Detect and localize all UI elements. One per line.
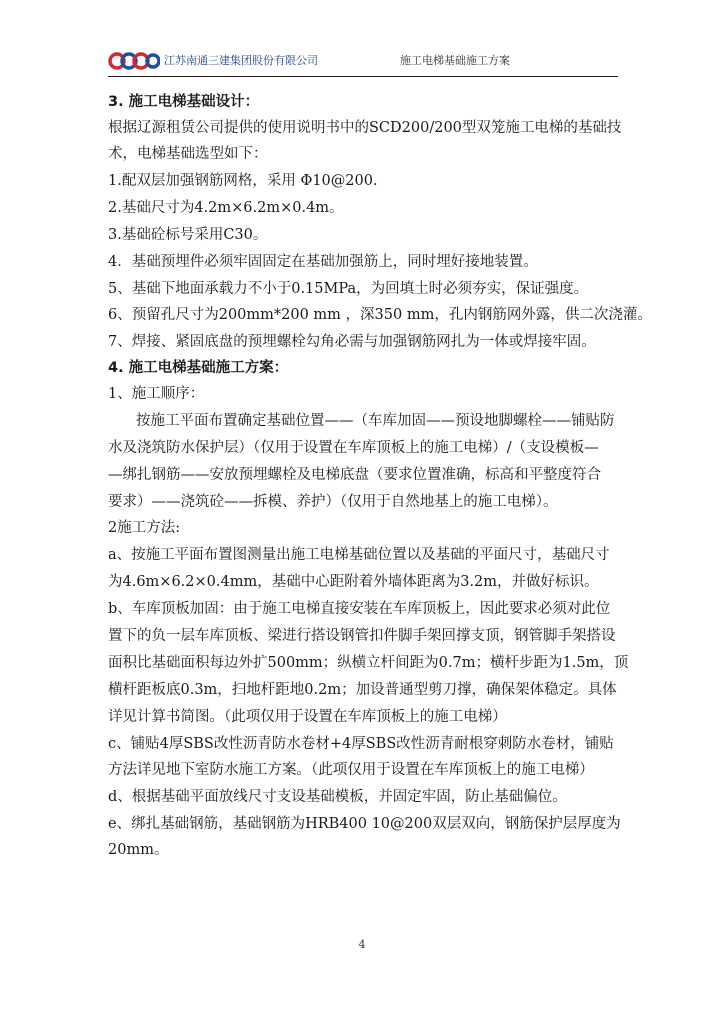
company-name: 江苏南通三建集团股份有限公司	[164, 54, 318, 67]
list-item: 6、预留孔尺寸为200mm*200 mm ，深350 mm，孔内钢筋网外露，供二次浇灌。	[108, 307, 652, 323]
paragraph-line: 面积比基础面积每边外扩500mm；纵横立杆间距为0.7m；横杆步距为1.5m，顶	[108, 655, 629, 671]
section-heading: 4. 施工电梯基础施工方案：	[108, 360, 289, 376]
page-number: 4	[358, 938, 366, 951]
list-item: 3.基础砼标号采用C30。	[108, 227, 268, 243]
paragraph-line: 为4.6m×6.2×0.4mm，基础中心距附着外墙体距离为3.2m，并做好标识。	[108, 574, 599, 590]
paragraph-line: d、根据基础平面放线尺寸支设基础模板，并固定牢固，防止基础偏位。	[108, 789, 567, 805]
paragraph-line: 术，电梯基础选型如下：	[108, 146, 268, 162]
paragraph-line: 详见计算书简图。（此项仅用于设置在车库顶板上的施工电梯）	[108, 709, 507, 725]
paragraph-line: 要求）——浇筑砼——拆模、养护）（仅用于自然地基上的施工电梯）。	[108, 494, 558, 510]
list-item: 7、焊接、紧固底盘的预埋螺栓勾角必需与加强钢筋网扎为一体或焊接牢固。	[108, 334, 596, 350]
paragraph-line: c、铺贴4厚SBS改性沥青防水卷材+4厚SBS改性沥青耐根穿刺防水卷材，铺贴	[108, 736, 614, 752]
paragraph-line: 根据辽源租赁公司提供的使用说明书中的SCD200/200型双笼施工电梯的基础技	[108, 120, 622, 136]
paragraph-line: 按施工平面布置确定基础位置——（车库加固——预设地脚螺栓——铺贴防	[136, 413, 615, 429]
paragraph-line: 置下的负一层车库顶板、梁进行搭设钢管扣件脚手架回撑支顶，钢管脚手架搭设	[108, 628, 616, 644]
section-heading: 3. 施工电梯基础设计：	[108, 94, 260, 110]
list-item: 2.基础尺寸为4.2m×6.2m×0.4m。	[108, 200, 344, 216]
company-logo-icon	[108, 49, 160, 73]
paragraph-line: 20mm。	[108, 842, 169, 858]
paragraph-line: —绑扎钢筋——安放预埋螺栓及电梯底盘（要求位置准确，标高和平整度符合	[108, 467, 601, 483]
paragraph-line: 水及浇筑防水保护层）（仅用于设置在车库顶板上的施工电梯）/（支设模板—	[108, 440, 599, 456]
list-item: 4．基础预埋件必须牢固固定在基础加强筋上，同时埋好接地装置。	[108, 254, 538, 270]
paragraph-line: a、按施工平面布置图测量出施工电梯基础位置以及基础的平面尺寸，基础尺寸	[108, 547, 610, 563]
paragraph-line: e、绑扎基础钢筋，基础钢筋为HRB400 10@200双层双向，钢筋保护层厚度为	[108, 816, 621, 832]
paragraph-line: b、车库顶板加固：由于施工电梯直接安装在车库顶板上，因此要求必须对此位	[108, 601, 611, 617]
list-item: 5、基础下地面承载力不小于0.15MPa，为回填土时必须夯实，保证强度。	[108, 281, 589, 297]
page-header	[108, 46, 618, 77]
paragraph-line: 方法详见地下室防水施工方案。（此项仅用于设置在车库顶板上的施工电梯）	[108, 762, 594, 778]
list-item: 1.配双层加强钢筋网格，采用 Φ10@200.	[108, 173, 378, 189]
subsection-label: 1、施工顺序：	[108, 386, 205, 402]
document-title: 施工电梯基础施工方案	[400, 54, 510, 67]
subsection-label: 2施工方法:	[108, 520, 181, 536]
paragraph-line: 横杆距板底0.3m，扫地杆距地0.2m；加设普通型剪刀撑，确保架体稳定。具体	[108, 682, 617, 698]
